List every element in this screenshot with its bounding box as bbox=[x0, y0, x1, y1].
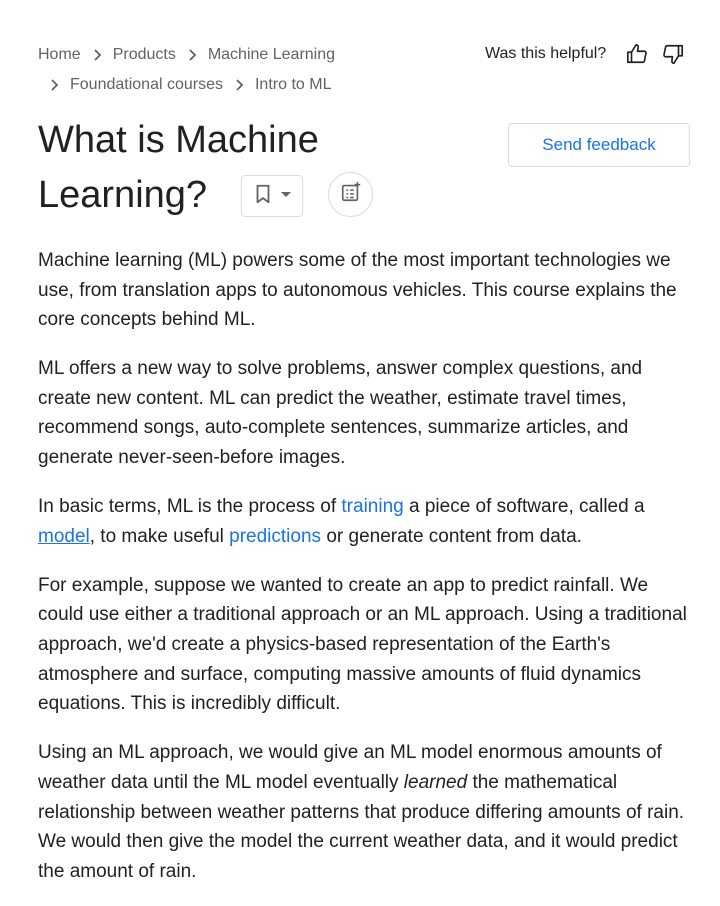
predictions-link[interactable]: predictions bbox=[229, 525, 322, 547]
model-link[interactable]: model bbox=[38, 525, 90, 547]
paragraph bbox=[38, 492, 690, 551]
breadcrumb-products[interactable]: Products bbox=[112, 46, 176, 63]
bookmark-icon bbox=[252, 183, 274, 210]
chevron-right-icon bbox=[89, 47, 105, 63]
article-body bbox=[38, 246, 690, 906]
paragraph-text: , to make useful bbox=[89, 525, 230, 547]
bookmark-button[interactable] bbox=[241, 175, 303, 217]
page-title-line: Learning? bbox=[38, 174, 208, 216]
paragraph: Machine learning (ML) powers some of the most important technologies we use, from translation apps to autonomous vehicles. This course explains the core concepts behind ML. bbox=[38, 250, 677, 331]
send-feedback-button[interactable]: Send feedback bbox=[508, 123, 690, 167]
page-title-line: What is Machine bbox=[38, 119, 319, 161]
training-link[interactable]: training bbox=[341, 496, 404, 518]
paragraph-text: or generate content from data. bbox=[321, 525, 582, 547]
helpful-widget bbox=[485, 40, 686, 68]
paragraph-text: a piece of software, called a bbox=[403, 496, 645, 518]
thumb-up-icon[interactable] bbox=[624, 41, 650, 67]
paragraph-text: the mathematical relationship between weather patterns that produce differing amounts of rain. We would then give the model the current weather data, and it would predict the amount of rain. bbox=[38, 771, 685, 882]
breadcrumb-intro-to-ml[interactable]: Intro to ML bbox=[254, 76, 332, 93]
paragraph-text: In basic terms, ML is the process of bbox=[38, 496, 342, 518]
paragraph bbox=[38, 738, 690, 886]
breadcrumb-foundational-courses[interactable]: Foundational courses bbox=[70, 76, 223, 93]
task-button[interactable] bbox=[328, 172, 373, 217]
breadcrumb-home[interactable]: Home bbox=[38, 46, 81, 63]
dropdown-arrow-icon bbox=[280, 187, 292, 205]
paragraph: For example, suppose we wanted to create an app to predict rainfall. We could use either a traditional approach or an ML approach. Using a traditional approach, we'd create a physics-based representation of the Earth's atmosphere and surface, computing massive amounts of fluid dynamics equations. This is incredibly difficult. bbox=[38, 574, 687, 715]
chevron-right-icon bbox=[231, 77, 247, 93]
breadcrumb-row bbox=[38, 40, 458, 70]
emphasis-text: learned bbox=[403, 771, 468, 793]
paragraph-text: Using an ML approach, we would give an ML model enormous amounts of weather data until the ML model eventually bbox=[38, 742, 662, 793]
thumb-down-icon[interactable] bbox=[660, 41, 686, 67]
breadcrumb bbox=[38, 40, 458, 100]
chevron-right-icon bbox=[184, 47, 200, 63]
breadcrumb-row bbox=[38, 70, 458, 100]
helpful-label: Was this helpful? bbox=[485, 45, 607, 62]
chevron-right-icon bbox=[46, 77, 62, 93]
breadcrumb-machine-learning[interactable]: Machine Learning bbox=[207, 46, 336, 63]
task-icon bbox=[340, 181, 362, 208]
paragraph: ML offers a new way to solve problems, answer complex questions, and create new content. ML can predict the weather, estimate travel times, recommend songs, auto-complete sentences, summarize articles, and generate never-seen-before images. bbox=[38, 358, 643, 469]
